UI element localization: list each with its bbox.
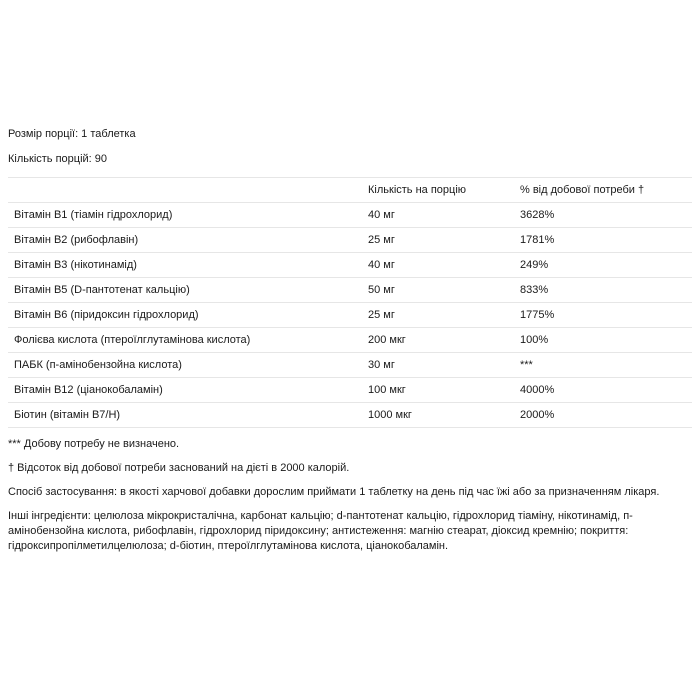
ingredient-daily-value: 3628% xyxy=(514,203,692,228)
ingredient-amount: 50 мг xyxy=(362,278,514,303)
ingredient-name: Біотин (вітамін B7/H) xyxy=(8,403,362,428)
ingredient-amount: 40 мг xyxy=(362,203,514,228)
ingredient-name: Вітамін B12 (ціанокобаламін) xyxy=(8,378,362,403)
ingredient-daily-value: 100% xyxy=(514,328,692,353)
table-row xyxy=(8,253,692,278)
ingredient-daily-value: *** xyxy=(514,353,692,378)
table-row xyxy=(8,278,692,303)
ingredient-amount: 25 мг xyxy=(362,303,514,328)
ingredient-daily-value: 2000% xyxy=(514,403,692,428)
serving-size: Розмір порції: 1 таблетка xyxy=(8,128,136,140)
ingredient-name: Фолієва кислота (птероїлглутамінова кислота) xyxy=(8,328,362,353)
ingredient-amount: 100 мкг xyxy=(362,378,514,403)
table-row xyxy=(8,353,692,378)
ingredient-name: Вітамін B6 (піридоксин гідрохлорид) xyxy=(8,303,362,328)
usage-instructions: Спосіб застосування: в якості харчової добавки дорослим приймати 1 таблетку на день під час їжі або за призначенням лікаря. xyxy=(8,486,660,498)
ingredient-amount: 200 мкг xyxy=(362,328,514,353)
table-header-row xyxy=(8,178,692,203)
table-row xyxy=(8,403,692,428)
ingredient-name: Вітамін B1 (тіамін гідрохлорид) xyxy=(8,203,362,228)
ingredient-name: Вітамін B2 (рибофлавін) xyxy=(8,228,362,253)
ingredient-daily-value: 4000% xyxy=(514,378,692,403)
ingredient-amount: 30 мг xyxy=(362,353,514,378)
table-row xyxy=(8,228,692,253)
ingredient-name: Вітамін B3 (нікотинамід) xyxy=(8,253,362,278)
ingredient-amount: 1000 мкг xyxy=(362,403,514,428)
ingredient-name: Вітамін B5 (D-пантотенат кальцію) xyxy=(8,278,362,303)
other-ingredients: Інші інгредієнти: целюлоза мікрокристалічна, карбонат кальцію; d-пантотенат кальцію, гідрохлорид тіаміну, нікотинамід, п-амінобензойна кислота, рибофлавін, гідрохлорид піридоксину; антистеження: магнію стеарат, діоксид кремнію; покриття: гідроксипропілметилцелюлоза; d-біотин, птероїлглутамінова кислота, ціанокобаламін. xyxy=(8,510,633,552)
table-row xyxy=(8,203,692,228)
ingredient-name: ПАБК (п-амінобензойна кислота) xyxy=(8,353,362,378)
header-daily-value: % від добової потреби † xyxy=(514,178,692,203)
ingredient-daily-value: 1781% xyxy=(514,228,692,253)
table-row xyxy=(8,378,692,403)
ingredient-amount: 40 мг xyxy=(362,253,514,278)
ingredient-daily-value: 1775% xyxy=(514,303,692,328)
no-daily-value-note: *** Добову потребу не визначено. xyxy=(8,438,180,450)
header-amount: Кількість на порцію xyxy=(362,178,514,203)
daily-value-basis-note: † Відсоток від добової потреби заснований на дієті в 2000 калорій. xyxy=(8,462,350,474)
supplement-facts xyxy=(8,124,692,563)
table-row xyxy=(8,303,692,328)
nutrition-table xyxy=(8,177,692,428)
ingredient-daily-value: 833% xyxy=(514,278,692,303)
table-row xyxy=(8,328,692,353)
ingredient-amount: 25 мг xyxy=(362,228,514,253)
ingredient-daily-value: 249% xyxy=(514,253,692,278)
header-ingredient xyxy=(8,178,362,203)
notes-section xyxy=(8,437,692,554)
servings-count: Кількість порцій: 90 xyxy=(8,153,108,165)
